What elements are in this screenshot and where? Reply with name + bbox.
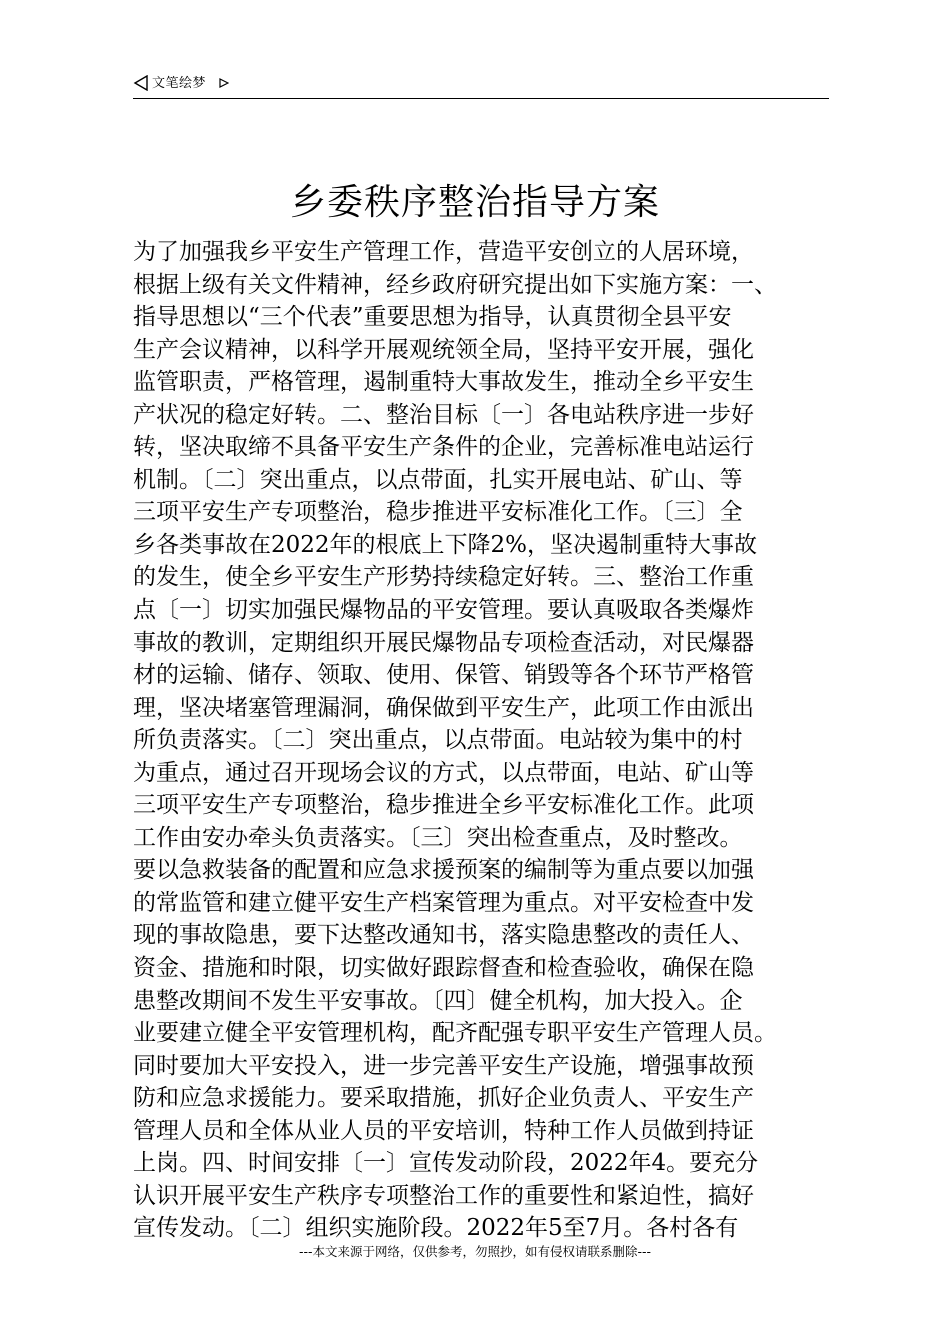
body-line: 资金、措施和时限，切实做好跟踪督查和检查验收，确保在隐: [133, 955, 754, 982]
body-line: 同时要加大平安投入，进一步完善平安生产设施，增强事故预: [133, 1052, 754, 1079]
triangle-right-icon: [219, 78, 229, 88]
body-line: 认识开展平安生产秩序专项整治工作的重要性和紧迫性，搞好: [133, 1182, 754, 1209]
header-brand: 文笔绘梦: [152, 76, 207, 91]
body-line: 三项平安生产专项整治，稳步推进平安标准化工作。〔三〕全: [133, 499, 743, 526]
body-line: 管理人员和全体从业人员的平安培训，特种工作人员做到持证: [133, 1117, 754, 1144]
triangle-left-icon: [133, 75, 149, 91]
body-line: 材的运输、储存、领取、使用、保管、销毁等各个环节严格管: [133, 662, 754, 689]
body-line: 工作由安办牵头负责落实。〔三〕突出检查重点，及时整改。: [133, 824, 743, 851]
document-body: [133, 236, 833, 1245]
body-line: 三项平安生产专项整治，稳步推进全乡平安标准化工作。此项: [133, 792, 754, 819]
body-line: 转，坚决取缔不具备平安生产条件的企业，完善标准电站运行: [133, 434, 754, 461]
body-line: 乡各类事故在2022年的根底上下降2%，坚决遏制重特大事故: [133, 531, 758, 558]
body-line: 理，坚决堵塞管理漏洞，确保做到平安生产，此项工作由派出: [133, 694, 754, 721]
body-line: 指导思想以“三个代表”重要思想为指导，认真贯彻全县平安: [133, 304, 732, 331]
body-line: 点〔一〕切实加强民爆物品的平安管理。要认真吸取各类爆炸: [133, 597, 754, 624]
body-line: 机制。〔二〕突出重点，以点带面，扎实开展电站、矿山、等: [133, 466, 743, 493]
footer-notice: ---本文来源于网络，仅供参考，勿照抄，如有侵权请联系删除---: [298, 1244, 652, 1259]
body-line: 所负责落实。〔二〕突出重点，以点带面。电站较为集中的村: [133, 727, 743, 754]
body-line: 要以急救装备的配置和应急求援预案的编制等为重点要以加强: [133, 857, 754, 884]
body-line: 的发生，使全乡平安生产形势持续稳定好转。三、整治工作重: [133, 564, 754, 591]
body-line: 监管职责，严格管理，遏制重特大事故发生，推动全乡平安生: [133, 369, 754, 396]
body-line: 为重点，通过召开现场会议的方式，以点带面，电站、矿山等: [133, 759, 754, 786]
body-line: 上岗。四、时间安排〔一〕宣传发动阶段，2022年4。要充分: [133, 1150, 759, 1177]
body-line: 事故的教训，定期组织开展民爆物品专项检查活动，对民爆器: [133, 629, 754, 656]
body-line: 宣传发动。〔二〕组织实施阶段。2022年5至7月。各村各有: [133, 1215, 739, 1242]
body-line: 产状况的稳定好转。二、整治目标〔一〕各电站秩序进一步好: [133, 401, 754, 428]
body-line: 业要建立健全平安管理机构，配齐配强专职平安生产管理人员。: [133, 1020, 777, 1047]
body-line: 防和应急求援能力。要采取措施，抓好企业负责人、平安生产: [133, 1085, 754, 1112]
body-line: 根据上级有关文件精神，经乡政府研究提出如下实施方案：一、: [133, 271, 777, 298]
body-line: 患整改期间不发生平安事故。〔四〕健全机构，加大投入。企: [133, 987, 743, 1014]
document-title: 乡委秩序整治指导方案: [289, 182, 660, 223]
body-line: 为了加强我乡平安生产管理工作，营造平安创立的人居环境，: [133, 239, 754, 265]
page-header: [133, 74, 829, 99]
body-line: 现的事故隐患，要下达整改通知书，落实隐患整改的责任人、: [133, 922, 754, 949]
body-line: 生产会议精神，以科学开展观统领全局，坚持平安开展，强化: [133, 336, 754, 363]
body-line: 的常监管和建立健平安生产档案管理为重点。对平安检查中发: [133, 889, 754, 916]
